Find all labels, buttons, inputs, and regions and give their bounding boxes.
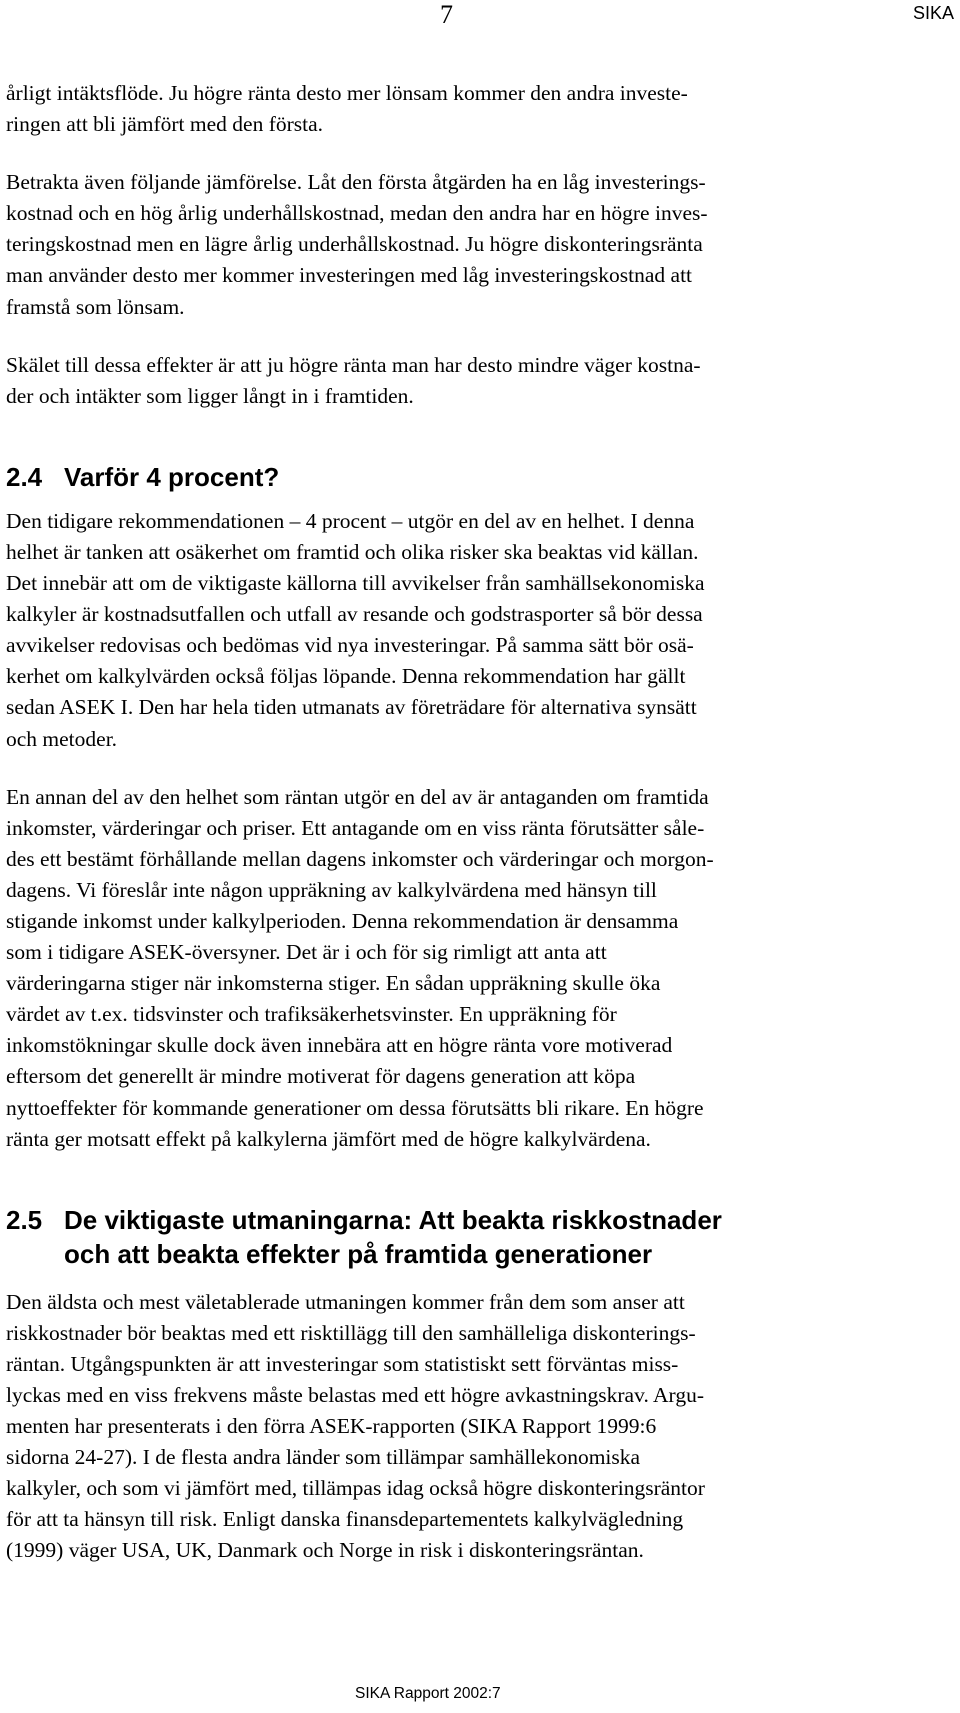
text-line: kalkyler är kostnadsutfallen och utfall av resande och godstrasporter så bör dessa: [6, 602, 703, 627]
text-line: man använder desto mer kommer investeringen med låg investeringskostnad att: [6, 263, 693, 288]
paragraph: [6, 782, 906, 1155]
text-line: årligt intäktsflöde. Ju högre ränta desto mer lönsam kommer den andra investe-: [6, 81, 688, 105]
section-number: 2.4: [6, 461, 43, 492]
text-line: Betrakta även följande jämförelse. Låt den första åtgärden ha en låg investerings-: [6, 170, 706, 195]
text-line: Det innebär att om de viktigaste källorna till avvikelser från samhällsekonomiska: [6, 571, 705, 596]
text-line: dagens. Vi föreslår inte någon uppräkning av kalkylvärdena med hänsyn till: [6, 877, 657, 902]
text-line: framstå som lönsam.: [6, 294, 185, 319]
paragraph: [6, 350, 906, 412]
text-line: Skälet till dessa effekter är att ju högre ränta man har desto mindre väger kostna-: [6, 352, 701, 377]
text-line: ringen att bli jämfört med den första.: [6, 112, 324, 137]
text-line: teringskostnad men en lägre årlig underhållskostnad. Ju högre diskonteringsränta: [6, 232, 703, 257]
section-heading-2-5: [6, 1203, 906, 1271]
paragraph: [6, 167, 906, 322]
text-line: ränta ger motsatt effekt på kalkylerna jämfört med de högre kalkylvärdena.: [6, 1126, 651, 1151]
text-line: sedan ASEK I. Den har hela tiden utmanats av företrädare för alternativa synsätt: [6, 695, 697, 720]
section-title-line-2: och att beakta effekter på framtida generationer: [64, 1238, 653, 1269]
text-line: eftersom det generellt är mindre motiverat för dagens generation att köpa: [6, 1064, 636, 1089]
section-heading-2-4: [6, 460, 906, 494]
document-body: [6, 78, 906, 1567]
paragraph: [6, 1287, 906, 1567]
text-line: riskkostnader bör beaktas med ett risktillägg till den samhälleliga diskonterings-: [6, 1320, 696, 1345]
header-brand: SIKA: [912, 3, 954, 23]
paragraph: [6, 506, 906, 755]
text-line: En annan del av den helhet som räntan utgör en del av är antaganden om framtida: [6, 784, 709, 809]
text-line: avvikelser redovisas och bedömas vid nya investeringar. På samma sätt bör osä-: [6, 633, 694, 658]
text-line: lyckas med en viss frekvens måste belastas med ett högre avkastningskrav. Argu-: [6, 1383, 704, 1407]
footer-report-id: SIKA Rapport 2002:7: [355, 1685, 501, 1702]
text-line: räntan. Utgångspunkten är att investeringar som statistiskt sett förväntas miss-: [6, 1351, 679, 1376]
section-title: Varför 4 procent?: [64, 461, 280, 492]
section-title-line-1: De viktigaste utmaningarna: Att beakta riskkostnader: [64, 1204, 722, 1235]
text-line: för att ta hänsyn till risk. Enligt danska finansdepartementets kalkylvägledning: [6, 1507, 684, 1532]
text-line: kerhet om kalkylvärden också följas löpande. Denna rekommendation har gällt: [6, 664, 686, 689]
text-line: värdet av t.ex. tidsvinster och trafiksäkerhetsvinster. En uppräkning för: [6, 1002, 617, 1027]
text-line: och metoder.: [6, 726, 118, 751]
text-line: Den tidigare rekommendationen – 4 procent – utgör en del av en helhet. I denna: [6, 508, 695, 533]
text-line: helhet är tanken att osäkerhet om framtid och olika risker ska beaktas vid källan.: [6, 539, 699, 564]
text-line: (1999) väger USA, UK, Danmark och Norge in risk i diskonteringsräntan.: [6, 1538, 644, 1563]
text-line: sidorna 24-27). I de flesta andra länder som tillämpar samhällekonomiska: [6, 1445, 641, 1470]
page-number: 7: [440, 0, 453, 29]
text-line: inkomster, värderingar och priser. Ett antagande om en viss ränta förutsätter såle-: [6, 815, 705, 840]
text-line: inkomstökningar skulle dock även innebära att en högre ränta vore motiverad: [6, 1033, 673, 1058]
text-line: nyttoeffekter för kommande generationer om dessa förutsätts bli rikare. En högre: [6, 1095, 704, 1120]
text-line: der och intäkter som ligger långt in i framtiden.: [6, 383, 414, 408]
text-line: stigande inkomst under kalkylperioden. Denna rekommendation är densamma: [6, 908, 679, 933]
text-line: des ett bestämt förhållande mellan dagens inkomster och värderingar och morgon-: [6, 846, 714, 871]
paragraph: [6, 78, 906, 140]
text-line: kalkyler, och som vi jämfört med, tillämpas idag också högre diskonteringsräntor: [6, 1476, 705, 1501]
text-line: Den äldsta och mest väletablerade utmaningen kommer från dem som anser att: [6, 1289, 685, 1314]
section-number: 2.5: [6, 1204, 43, 1235]
text-line: som i tidigare ASEK-översyner. Det är i och för sig rimligt att anta att: [6, 940, 607, 965]
text-line: menten har presenterats i den förra ASEK-rapporten (SIKA Rapport 1999:6: [6, 1414, 657, 1439]
text-line: värderingarna stiger när inkomsterna stiger. En sådan uppräkning skulle öka: [6, 971, 661, 996]
text-line: kostnad och en hög årlig underhållskostnad, medan den andra har en högre inves-: [6, 201, 708, 226]
